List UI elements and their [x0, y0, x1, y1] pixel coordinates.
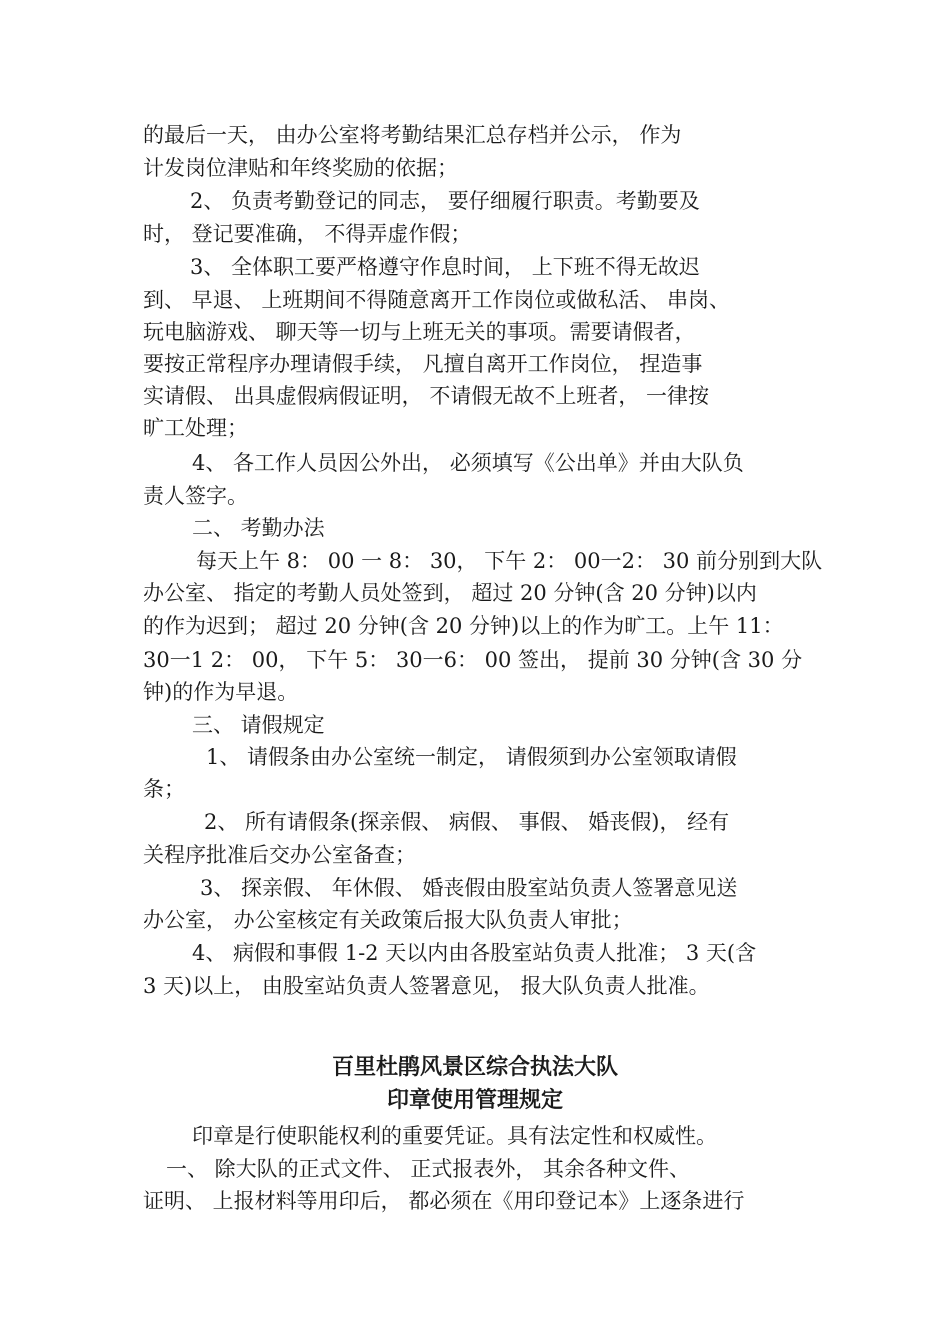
section-heading: 二、 考勤办法 — [192, 516, 325, 540]
text-line: 每天上午 8： 00 一 8： 30， 下午 2： 00一2： 30 前分别到大队 — [196, 549, 823, 573]
text-line: 计发岗位津贴和年终奖励的依据； — [143, 156, 458, 180]
text-line: 要按正常程序办理请假手续， 凡擅自离开工作岗位， 捏造事 — [143, 352, 703, 376]
text-line: 玩电脑游戏、 聊天等一切与上班无关的事项。需要请假者， — [143, 320, 696, 344]
section-heading: 三、 请假规定 — [192, 713, 325, 737]
text-line: 印章是行使职能权利的重要凭证。具有法定性和权威性。 — [192, 1124, 717, 1148]
text-line: 到、 早退、 上班期间不得随意离开工作岗位或做私活、 串岗、 — [143, 288, 731, 312]
text-line: 时， 登记要准确， 不得弄虚作假； — [143, 222, 472, 246]
text-line: 旷工处理； — [143, 416, 248, 440]
text-line: 办公室、 指定的考勤人员处签到， 超过 20 分钟(含 20 分钟)以内 — [143, 581, 757, 605]
text-line: 4、 病假和事假 1-2 天以内由各股室站负责人批准； 3 天(含 — [192, 941, 757, 965]
document-subtitle: 印章使用管理规定 — [386, 1088, 563, 1113]
text-line: 1、 请假条由办公室统一制定， 请假须到办公室领取请假 — [206, 745, 737, 769]
text-line: 2、 所有请假条(探亲假、 病假、 事假、 婚丧假)， 经有 — [204, 810, 730, 834]
text-line: 实请假、 出具虚假病假证明， 不请假无故不上班者， 一律按 — [143, 384, 710, 408]
text-line: 条； — [143, 777, 185, 801]
text-line: 的作为迟到； 超过 20 分钟(含 20 分钟)以上的作为旷工。上午 11： — [143, 614, 784, 638]
text-line: 2、 负责考勤登记的同志， 要仔细履行职责。考勤要及 — [190, 189, 700, 213]
text-line: 证明、 上报材料等用印后， 都必须在《用印登记本》上逐条进行 — [143, 1189, 745, 1213]
text-line: 责人签字。 — [143, 484, 248, 508]
document-title: 百里杜鹃风景区综合执法大队 — [331, 1055, 618, 1080]
text-line: 3、 全体职工要严格遵守作息时间， 上下班不得无故迟 — [190, 255, 700, 279]
text-line: 关程序批准后交办公室备查； — [143, 843, 416, 867]
text-line: 3 天)以上， 由股室站负责人签署意见， 报大队负责人批准。 — [143, 974, 710, 998]
text-line: 一、 除大队的正式文件、 正式报表外， 其余各种文件、 — [166, 1157, 691, 1181]
text-line: 钟)的作为早退。 — [143, 680, 299, 704]
text-line: 30一1 2： 00， 下午 5： 30一6： 00 签出， 提前 30 分钟(含 30 分 — [143, 648, 803, 672]
text-line: 3、 探亲假、 年休假、 婚丧假由股室站负责人签署意见送 — [200, 876, 738, 900]
text-line: 4、 各工作人员因公外出， 必须填写《公出单》并由大队负 — [192, 451, 744, 475]
text-line: 办公室， 办公室核定有关政策后报大队负责人审批； — [143, 908, 633, 932]
text-line: 的最后一天， 由办公室将考勤结果汇总存档并公示， 作为 — [143, 123, 682, 147]
